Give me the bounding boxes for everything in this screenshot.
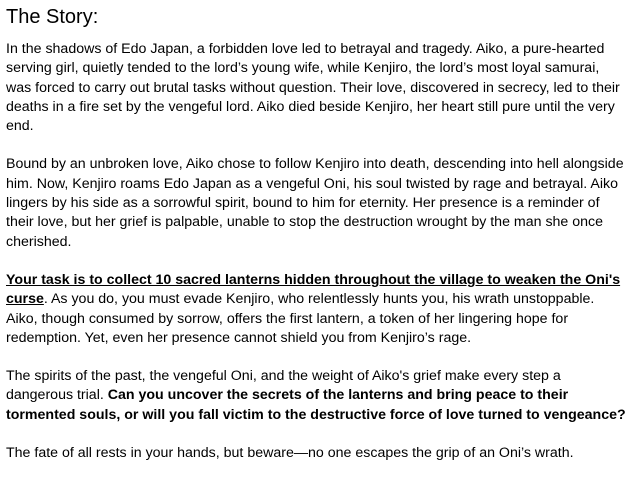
challenge-question-text: Can you uncover the secrets of the lanterns and bring peace to their tormented souls, or will you fall victim to the destructive force of love turned to vengeance? [6, 387, 626, 423]
task-description-text: . As you do, you must evade Kenjiro, who relentlessly hunts you, his wrath unstoppable. Aiko, though consumed by sorrow, offers the first lantern, a token of her lingering hope for redemption. Yet, even her presence cannot shield you from Kenjiro’s rage. [6, 291, 595, 346]
story-paragraph-4 [6, 367, 628, 425]
trial-intro-text: The spirits of the past, the vengeful Oni, and the weight of Aiko's grief make every step a dangerous trial. [6, 368, 561, 404]
story-paragraph-closing: The fate of all rests in your hands, but beware—no one escapes the grip of an Oni’s wrath. [6, 445, 574, 462]
story-paragraph-task [6, 271, 628, 348]
task-objective-text: Your task is to collect 10 sacred lanterns hidden throughout the village to weaken the Oni's curse [6, 271, 621, 308]
story-paragraph-1: In the shadows of Edo Japan, a forbidden love led to betrayal and tragedy. Aiko, a pure-hearted serving girl, quietly tended to the lord’s young wife, while Kenjiro, the lord’s most loyal samurai, was forced to carry out brutal tasks without question. Their love, discovered in secrecy, led to their deaths in a fire set by the vengeful lord. Aiko died beside Kenjiro, her heart still pure until the very end. [6, 41, 620, 135]
page-title: The Story: [6, 6, 99, 28]
story-paragraph-2: Bound by an unbroken love, Aiko chose to follow Kenjiro into death, descending into hell alongside him. Now, Kenjiro roams Edo Japan as a vengeful Oni, his soul twisted by rage and betrayal. Aiko lingers by his side as a sorrowful spirit, bound to him for eternity. Her presence is a reminder of their love, but her grief is palpable, unable to stop the destruction wrought by the man she once cherished. [6, 156, 624, 250]
